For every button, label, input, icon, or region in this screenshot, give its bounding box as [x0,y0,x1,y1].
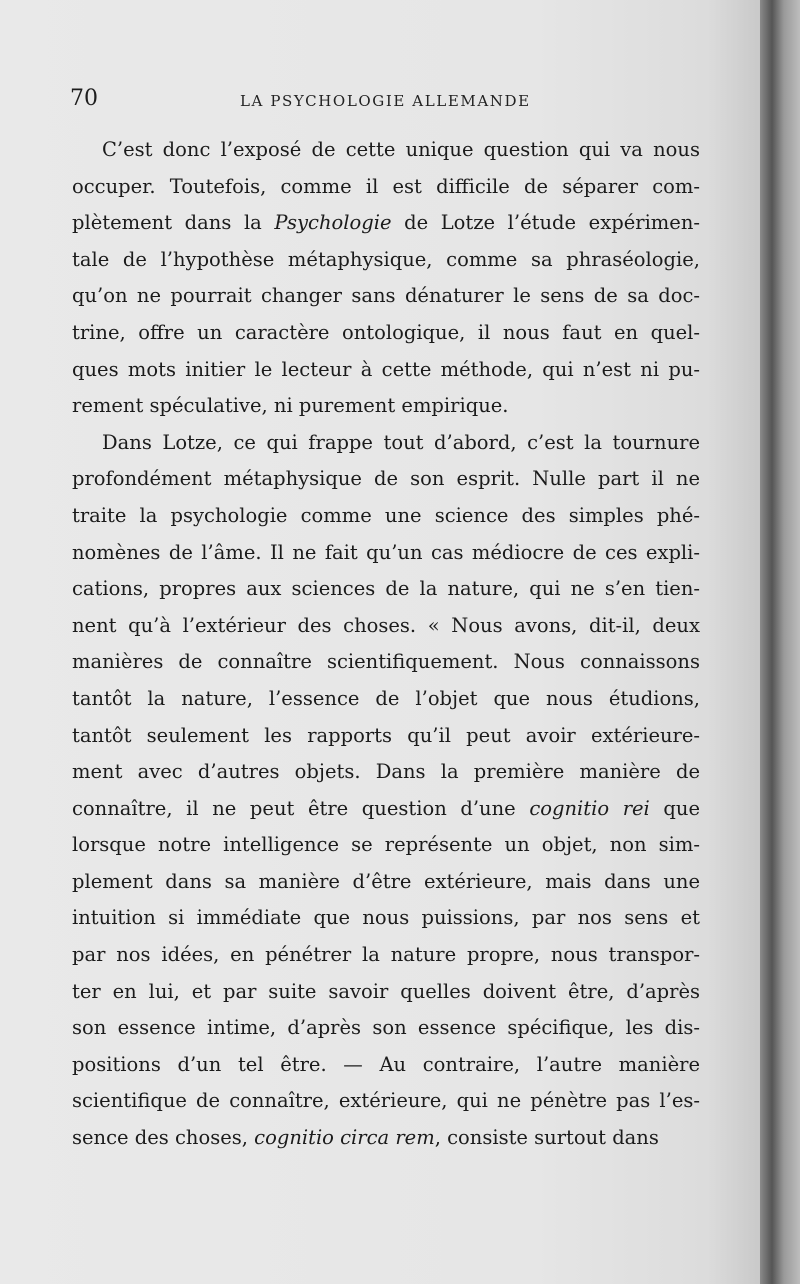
book-gutter [760,0,800,1284]
text-line: rement spéculative, ni purement empirique. [72,394,509,418]
text-line: par nos idées, en pénétrer la nature propre, nous transpor- [72,943,700,967]
text-line: lorsque notre intelligence se représente un objet, non sim- [72,833,700,857]
italic-term: cognitio circa rem [254,1126,435,1150]
text-line: C’est donc l’exposé de cette unique question qui va nous [102,138,700,161]
text-line: occuper. Toutefois, comme il est difficile de séparer com- [72,174,700,198]
page-header [70,82,690,122]
text-line: cations, propres aux sciences de la nature, qui ne s’en tien- [72,577,700,601]
text-line: qu’on ne pourrait changer sans dénaturer le sens de sa doc- [72,284,700,308]
page-number: 70 [70,86,98,111]
body-text [72,132,700,1157]
text-line: scientifique de connaître, extérieure, qui ne pénètre pas l’es- [72,1089,700,1113]
text-line: intuition si immédiate que nous puissions, par nos sens et [72,906,700,930]
text-line: nomènes de l’âme. Il ne fait qu’un cas médiocre de ces expli- [72,540,700,564]
text-line: sence des choses, cognitio circa rem, consiste surtout dans [72,1126,659,1150]
text-line: ment avec d’autres objets. Dans la première manière de [72,760,700,784]
text-line: tantôt la nature, l’essence de l’objet que nous étudions, [72,686,700,710]
text-line: manières de connaître scientifiquement. Nous connaissons [72,650,700,674]
paragraph [72,425,700,1157]
italic-term: cognitio rei [529,796,650,820]
text-line: Dans Lotze, ce qui frappe tout d’abord, c’est la tournure [102,430,700,454]
text-line: ter en lui, et par suite savoir quelles doivent être, d’après [72,979,700,1003]
italic-term: Psychologie [274,211,392,235]
text-line: trine, offre un caractère ontologique, il nous faut en quel- [72,320,700,344]
text-line: son essence intime, d’après son essence spécifique, les dis- [72,1016,700,1040]
text-line: nent qu’à l’extérieur des choses. « Nous avons, dit-il, deux [72,613,700,637]
text-line: plètement dans la Psychologie de Lotze l’étude expérimen- [72,211,700,235]
text-line: positions d’un tel être. — Au contraire, l’autre manière [72,1052,700,1076]
text-line: profondément métaphysique de son esprit. Nulle part il ne [72,467,700,491]
text-line: ques mots initier le lecteur à cette méthode, qui n’est ni pu- [72,357,700,381]
text-line: plement dans sa manière d’être extérieure, mais dans une [72,869,700,893]
text-line: tale de l’hypothèse métaphysique, comme sa phraséologie, [72,247,700,271]
text-line: traite la psychologie comme une science des simples phé- [72,503,700,527]
text-line: tantôt seulement les rapports qu’il peut avoir extérieure- [72,723,700,747]
paragraph [72,132,700,425]
text-line: connaître, il ne peut être question d’une cognitio rei que [72,796,700,820]
running-title: LA PSYCHOLOGIE ALLEMANDE [240,92,531,110]
